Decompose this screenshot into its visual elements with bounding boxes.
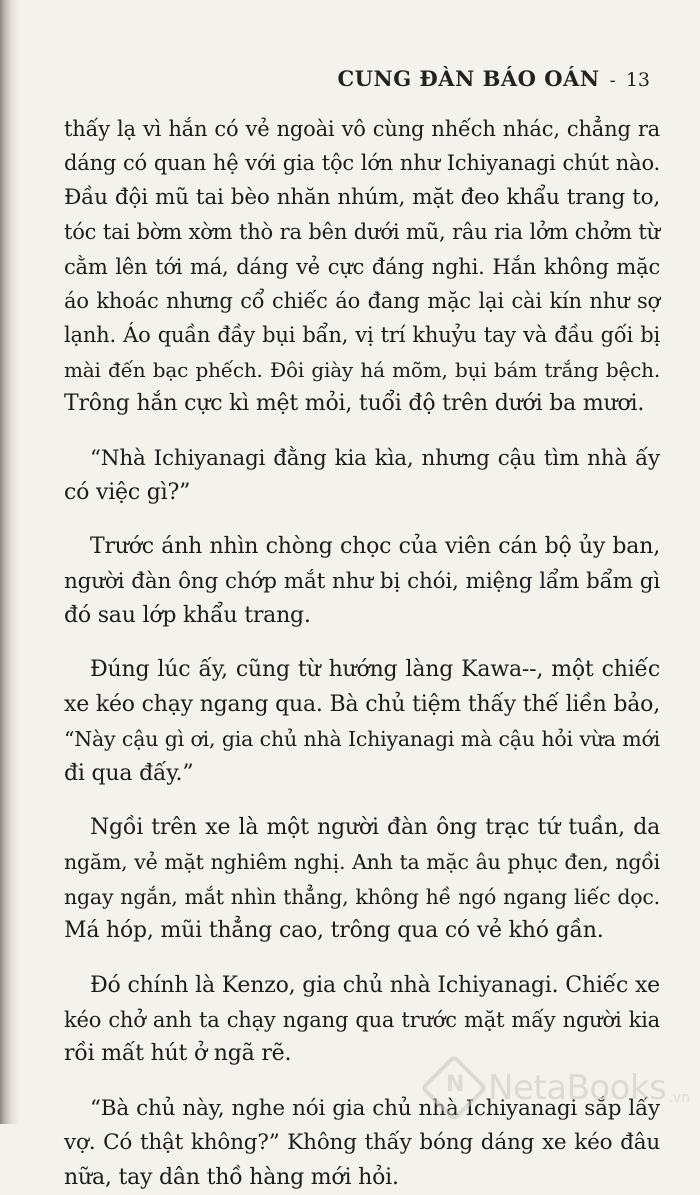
page-number: 13: [625, 69, 650, 91]
paragraph-gap: [64, 791, 660, 811]
text-line: xe kéo chạy ngang qua. Bà chủ tiệm thấy thế liền bảo,: [64, 691, 660, 717]
text-line: dáng có quan hệ với gia tộc lớn như Ichiyanagi chút nào.: [64, 151, 660, 176]
book-title: CUNG ĐÀN BÁO OÁN: [337, 66, 600, 91]
watermark-brand: NetaBooks: [488, 1068, 667, 1108]
paragraph: [64, 530, 660, 633]
body-text: [64, 112, 660, 1195]
text-line: đi qua đấy.”: [64, 760, 194, 786]
text-line: vợ. Có thật không?” Không thấy bóng dáng xe kéo đâu: [64, 1130, 660, 1156]
netabooks-logo-icon: [420, 1054, 488, 1122]
text-line: “Bà chủ này, nghe nói gia chủ nhà Ichiyanagi sắp lấy: [90, 1095, 660, 1121]
text-line: ngay ngắn, mắt nhìn thẳng, không hề ngó ngang liếc dọc.: [64, 884, 660, 909]
text-line: “Nhà Ichiyanagi đằng kia kìa, nhưng cậu tìm nhà ấy: [90, 445, 660, 471]
text-line: đó sau lớp khẩu trang.: [64, 603, 311, 629]
running-head: [337, 66, 650, 91]
paragraph-gap: [64, 422, 660, 442]
text-line: Ngồi trên xe là một người đàn ông trạc tứ tuần, da: [90, 815, 660, 841]
paragraph-gap: [64, 510, 660, 530]
text-line: Đầu đội mũ tai bèo nhăn nhúm, mặt đeo khẩu trang to,: [64, 184, 660, 210]
text-line: mài đến bạc phếch. Đôi giày há mõm, bụi bám trắng bệch.: [64, 357, 660, 382]
text-line: ngăm, vẻ mặt nghiêm nghị. Anh ta mặc âu phục đen, ngồi: [64, 850, 660, 875]
text-line: Trông hắn cực kì mệt mỏi, tuổi độ trên dưới ba mươi.: [64, 391, 645, 417]
text-line: tóc tai bờm xờm thò ra bên dưới mũ, râu ria lởm chởm từ: [64, 220, 660, 245]
header-separator: -: [609, 70, 616, 91]
text-line: Đó chính là Kenzo, gia chủ nhà Ichiyanagi. Chiếc xe: [90, 972, 660, 998]
text-line: Má hóp, mũi thẳng cao, trông qua có vẻ khó gần.: [64, 918, 604, 944]
paragraph: [64, 112, 660, 422]
paragraph: [64, 442, 660, 511]
watermark-logo: [430, 1064, 690, 1112]
text-line: thấy lạ vì hắn có vẻ ngoài vô cùng nhếch nhác, chẳng ra: [64, 117, 660, 141]
paragraph-gap: [64, 949, 660, 969]
text-line: rồi mất hút ở ngã rẽ.: [64, 1041, 292, 1067]
text-line: kéo chở anh ta chạy ngang qua trước mặt mấy người kia: [64, 1007, 660, 1032]
text-line: người đàn ông chớp mắt như bị chói, miệng lẩm bẩm gì: [64, 568, 660, 594]
text-line: áo khoác nhưng cổ chiếc áo đang mặc lại cài kín như sợ: [64, 288, 660, 313]
text-line: cằm lên tới má, dáng vẻ cực đáng nghi. Hắn không mặc: [64, 254, 660, 279]
text-line: Trước ánh nhìn chòng chọc của viên cán bộ ủy ban,: [90, 534, 660, 560]
text-line: nữa, tay dân thồ hàng mới hỏi.: [64, 1164, 399, 1190]
text-line: “Này cậu gì ơi, gia chủ nhà Ichiyanagi mà cậu hỏi vừa mới: [64, 727, 660, 752]
logo-letter: N: [446, 1071, 465, 1097]
paragraph-gap: [64, 633, 660, 653]
text-line: lạnh. Áo quần đầy bụi bẩn, vị trí khuỷu tay và đầu gối bị: [64, 323, 660, 348]
paragraph: [64, 811, 660, 949]
text-line: Đúng lúc ấy, cũng từ hướng làng Kawa--, một chiếc: [90, 657, 660, 683]
paragraph: [64, 969, 660, 1072]
text-line: có việc gì?”: [64, 479, 191, 505]
watermark-tld: .vn: [668, 1090, 690, 1106]
paragraph: [64, 653, 660, 791]
book-gutter-shadow: [0, 0, 20, 1124]
